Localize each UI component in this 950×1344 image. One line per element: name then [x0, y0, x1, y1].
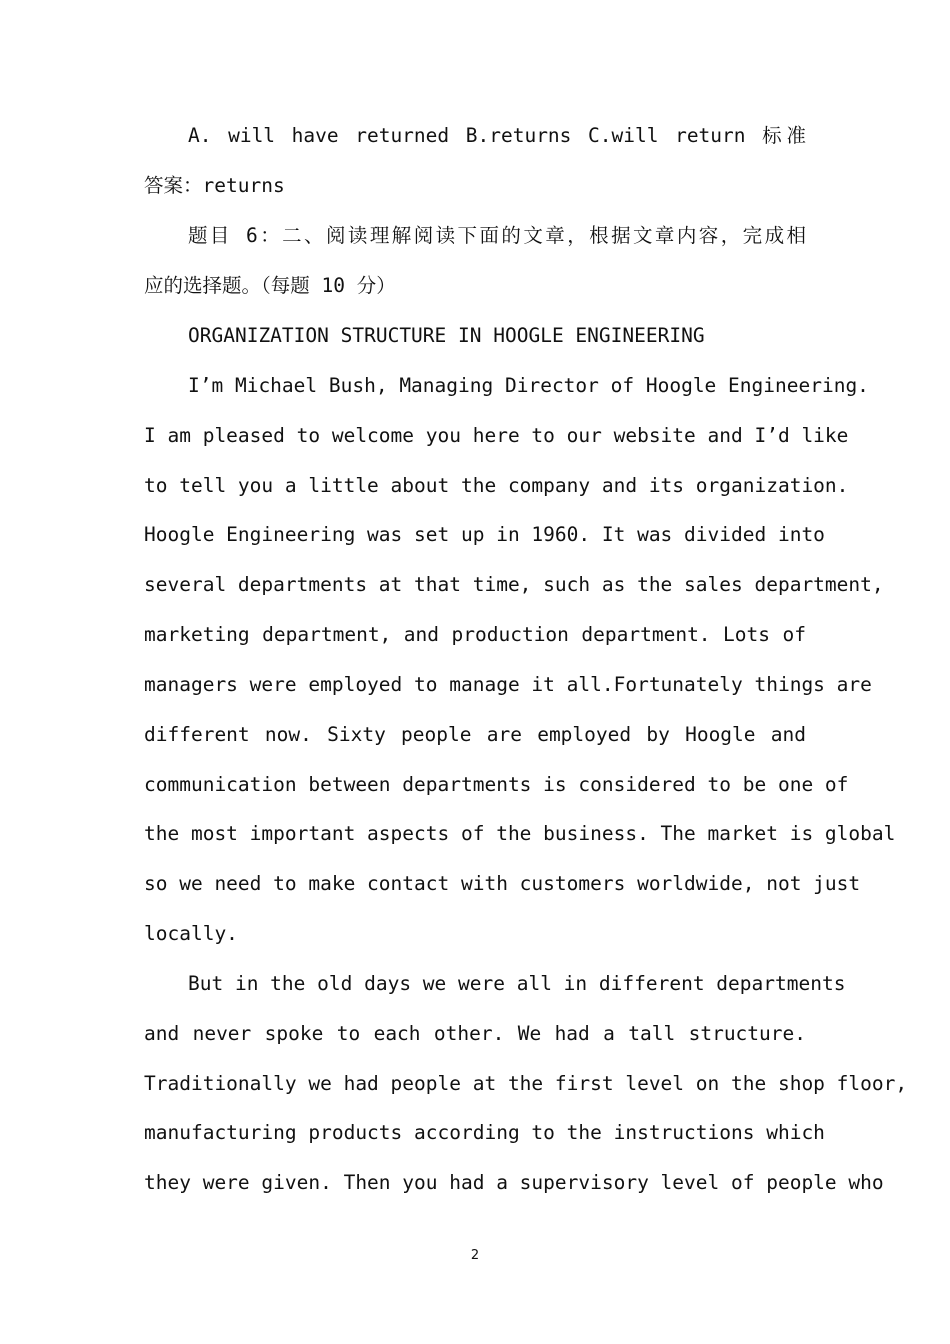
paragraph-line: managers were employed to manage it all.Fortunately things are	[144, 673, 872, 696]
page-number: 2	[470, 1248, 480, 1263]
paragraph-line: manufacturing products according to the instructions which	[144, 1121, 825, 1144]
paragraph-line: to tell you a little about the company and its organization.	[144, 474, 849, 497]
standard-answer-line: 答案：returns	[144, 174, 285, 197]
paragraph-line: locally.	[144, 922, 238, 945]
paragraph-line: the most important aspects of the business. The market is global	[144, 822, 896, 845]
paragraph-line: so we need to make contact with customers worldwide, not just	[144, 872, 861, 895]
paragraph-line: several departments at that time, such as the sales department,	[144, 573, 884, 596]
question-heading-line: 题目 6：二、阅读理解阅读下面的文章，根据文章内容，完成相	[188, 224, 806, 247]
question-instruction-line: 应的选择题。（每题 10 分）	[144, 274, 396, 297]
paragraph-line: and never spoke to each other. We had a tall structure.	[144, 1022, 806, 1045]
article-title: ORGANIZATION STRUCTURE IN HOOGLE ENGINEERING	[188, 324, 705, 347]
paragraph-line: Hoogle Engineering was set up in 1960. It was divided into	[144, 523, 825, 546]
paragraph-line: marketing department, and production department. Lots of	[144, 623, 806, 646]
answer-options-line: A. will have returned B.returns C.will return 标准	[188, 124, 806, 147]
paragraph-line: they were given. Then you had a supervisory level of people who	[144, 1171, 884, 1194]
paragraph-line: I am pleased to welcome you here to our website and I’d like	[144, 424, 849, 447]
paragraph-line: But in the old days we were all in different departments	[188, 972, 846, 995]
paragraph-line: different now. Sixty people are employed by Hoogle and	[144, 723, 806, 746]
paragraph-line: communication between departments is considered to be one of	[144, 773, 849, 796]
paragraph-line: I’m Michael Bush, Managing Director of Hoogle Engineering.	[188, 374, 869, 397]
paragraph-line: Traditionally we had people at the first level on the shop floor,	[144, 1072, 908, 1095]
